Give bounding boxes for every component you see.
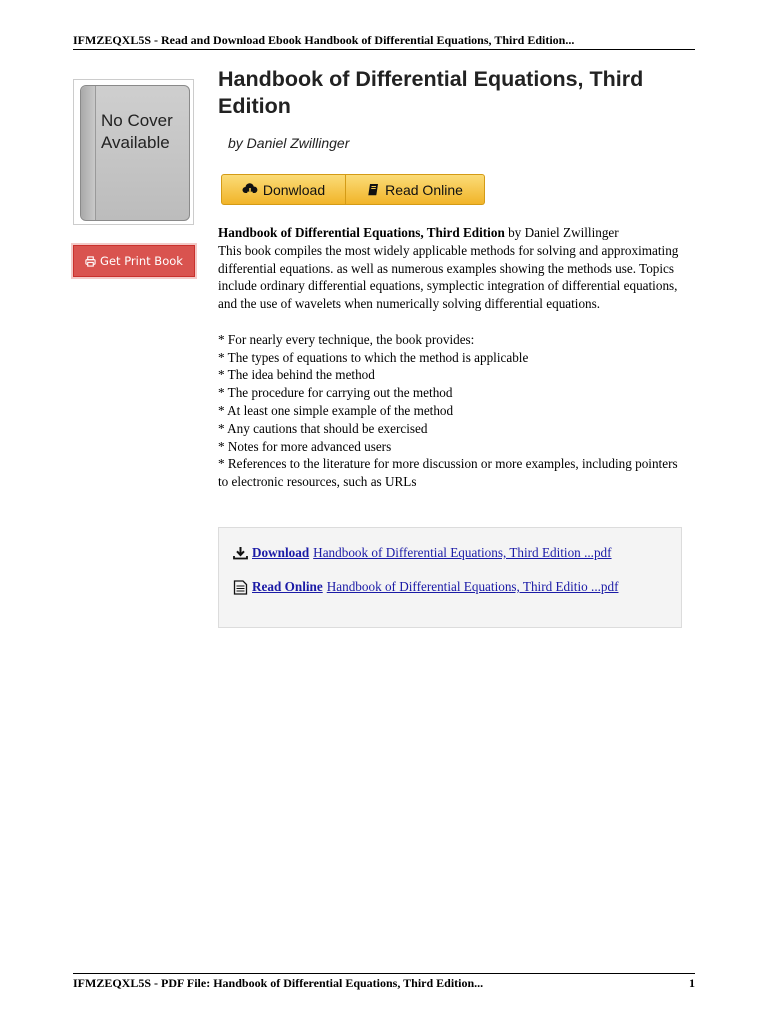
description-paragraph xyxy=(218,224,688,242)
bullet-item: * The idea behind the method xyxy=(218,367,375,383)
description-text: This book compiles the most widely applicable methods for solving and approximating differential equations. as well as numerous examples showing the methods use. Topics include ordinary differential equations, symplectic integration of differential equations, and the use of wavelets when numerically solving differential equations. xyxy=(218,242,679,312)
download-link-text[interactable]: Handbook of Differential Equations, Third Edition ...pdf xyxy=(313,545,612,560)
no-cover-text: No Cover Available xyxy=(101,111,173,152)
book-cover xyxy=(73,79,194,225)
download-button-label: Donwload xyxy=(262,181,326,198)
book-title: Handbook of Differential Equations, Third Edition xyxy=(218,67,644,118)
bullet-item: * For nearly every technique, the book provides: xyxy=(218,331,475,347)
bullet-item: * References to the literature for more discussion or more examples, including pointers to electronic resources, such as URLs xyxy=(218,456,678,490)
download-icon xyxy=(233,546,248,560)
description-title: Handbook of Differential Equations, Third Edition xyxy=(218,225,505,240)
download-link-label[interactable]: Download xyxy=(252,545,310,560)
page-footer xyxy=(73,976,695,991)
book-spine xyxy=(81,86,96,220)
download-links-box xyxy=(218,527,682,628)
read-online-pdf-link[interactable] xyxy=(233,579,619,595)
cloud-download-icon xyxy=(242,183,258,196)
footer-text: IFMZEQXL5S - PDF File: Handbook of Differential Equations, Third Edition... xyxy=(73,976,484,990)
bullet-item: * Any cautions that should be exercised xyxy=(218,420,428,436)
book-placeholder-image xyxy=(80,85,190,221)
bullet-item: * The procedure for carrying out the method xyxy=(218,385,453,401)
action-buttons xyxy=(221,174,485,205)
download-button[interactable] xyxy=(221,174,346,205)
page-header: IFMZEQXL5S - Read and Download Ebook Handbook of Differential Equations, Third Edition... xyxy=(73,33,575,47)
footer-divider xyxy=(73,973,695,974)
get-print-book-label: Get Print Book xyxy=(100,254,183,268)
get-print-book-button[interactable] xyxy=(73,245,195,277)
read-online-link-text[interactable]: Handbook of Differential Equations, Third Editio ...pdf xyxy=(326,579,619,594)
book-description xyxy=(218,224,688,491)
bullet-item: * The types of equations to which the method is applicable xyxy=(218,349,529,365)
document-icon xyxy=(233,580,248,595)
book-author: by Daniel Zwillinger xyxy=(228,135,350,151)
description-author: by Daniel Zwillinger xyxy=(504,225,619,240)
read-online-button-label: Read Online xyxy=(385,181,463,198)
printer-icon xyxy=(85,256,96,267)
read-online-link-label[interactable]: Read Online xyxy=(252,579,323,594)
download-pdf-link[interactable] xyxy=(233,545,612,561)
bullet-item: * At least one simple example of the method xyxy=(218,402,454,418)
read-online-button[interactable] xyxy=(346,174,485,205)
header-divider xyxy=(73,49,695,50)
paragraph-gap xyxy=(218,313,688,331)
page-number: 1 xyxy=(689,976,695,990)
book-icon xyxy=(367,183,380,196)
bullet-item: * Notes for more advanced users xyxy=(218,438,392,454)
